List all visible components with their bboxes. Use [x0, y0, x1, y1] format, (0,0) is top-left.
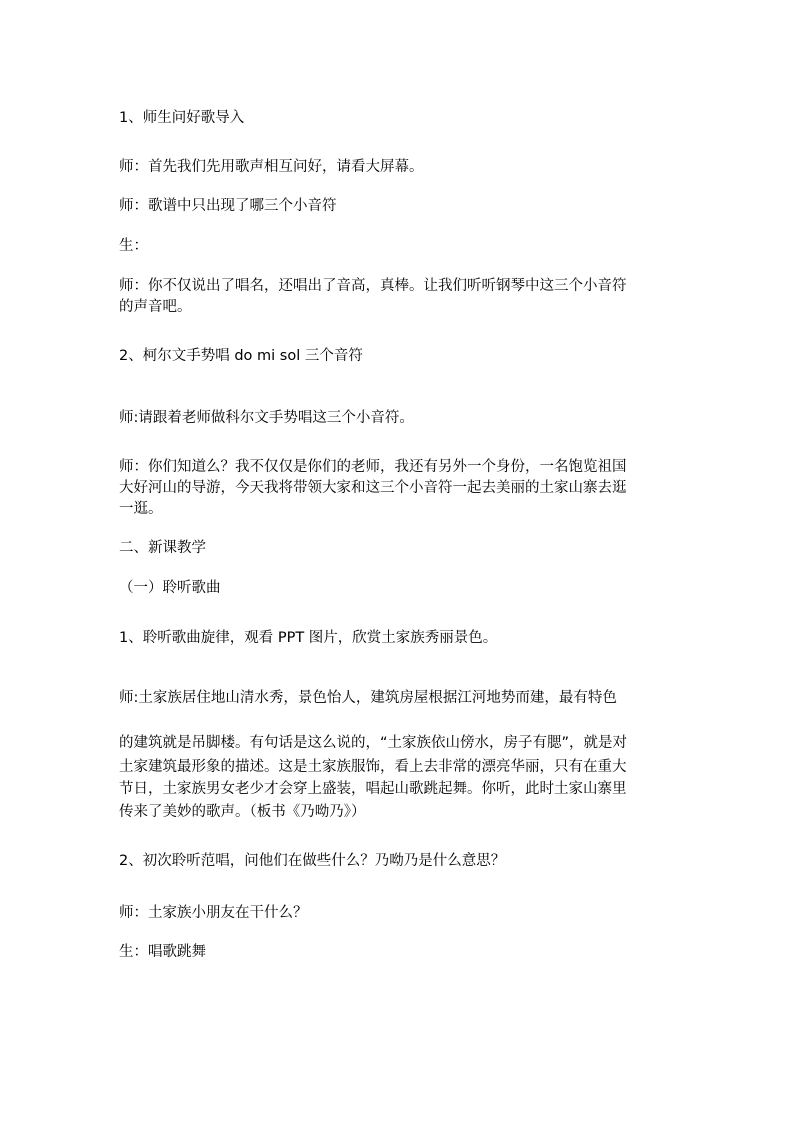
teacher-line-continued: 的建筑就是吊脚楼。有句话是这么说的，“土家族依山傍水，房子有腮”，就是对	[119, 735, 628, 751]
teacher-line-continued: 一逛。	[119, 501, 163, 517]
teacher-line: 师：你不仅说出了唱名，还唱出了音高，真棒。让我们听听钢琴中这三个小音符	[119, 278, 627, 294]
teacher-line: 师：首先我们先用歌声相互问好，请看大屏幕。	[119, 159, 424, 175]
section-heading-hand-signs: 2、柯尔文手势唱 do mi sol 三个音符	[119, 348, 363, 364]
teacher-question: 师：土家族小朋友在干什么？	[119, 905, 308, 921]
student-line: 生：	[119, 238, 148, 254]
teacher-line-continued: 传来了美妙的歌声。（板书《乃呦乃》）	[119, 804, 366, 820]
teacher-line-continued: 土家建筑最形象的描述。这是土家族服饰，看上去非常的漂亮华丽，只有在重大	[119, 759, 627, 775]
subsection-heading-listen: （一）聆听歌曲	[119, 580, 221, 596]
step-heading-first-listen: 2、初次聆听范唱，问他们在做些什么？乃呦乃是什么意思？	[119, 853, 506, 869]
teacher-line-continued: 的声音吧。	[119, 299, 192, 315]
teacher-question: 师：歌谱中只出现了哪三个小音符	[119, 198, 337, 214]
teacher-line: 师:土家族居住地山清水秀，景色怡人，建筑房屋根据江河地势而建，最有特色	[119, 690, 617, 706]
student-answer: 生：唱歌跳舞	[119, 944, 206, 960]
section-heading-new-lesson: 二、新课教学	[119, 540, 206, 556]
teacher-line: 师：你们知道么？我不仅仅是你们的老师，我还有另外一个身份，一名饱览祖国	[119, 459, 627, 475]
step-heading-melody: 1、聆听歌曲旋律，观看 PPT 图片，欣赏土家族秀丽景色。	[119, 630, 498, 646]
teacher-line-continued: 大好河山的导游，今天我将带领大家和这三个小音符一起去美丽的土家山寨去逛	[119, 480, 627, 496]
teacher-line-continued: 节日，土家族男女老少才会穿上盛装，唱起山歌跳起舞。你听，此时土家山寨里	[119, 781, 627, 797]
teacher-instruction: 师:请跟着老师做科尔文手势唱这三个小音符。	[119, 410, 414, 426]
section-heading-greeting: 1、师生问好歌导入	[119, 110, 245, 126]
